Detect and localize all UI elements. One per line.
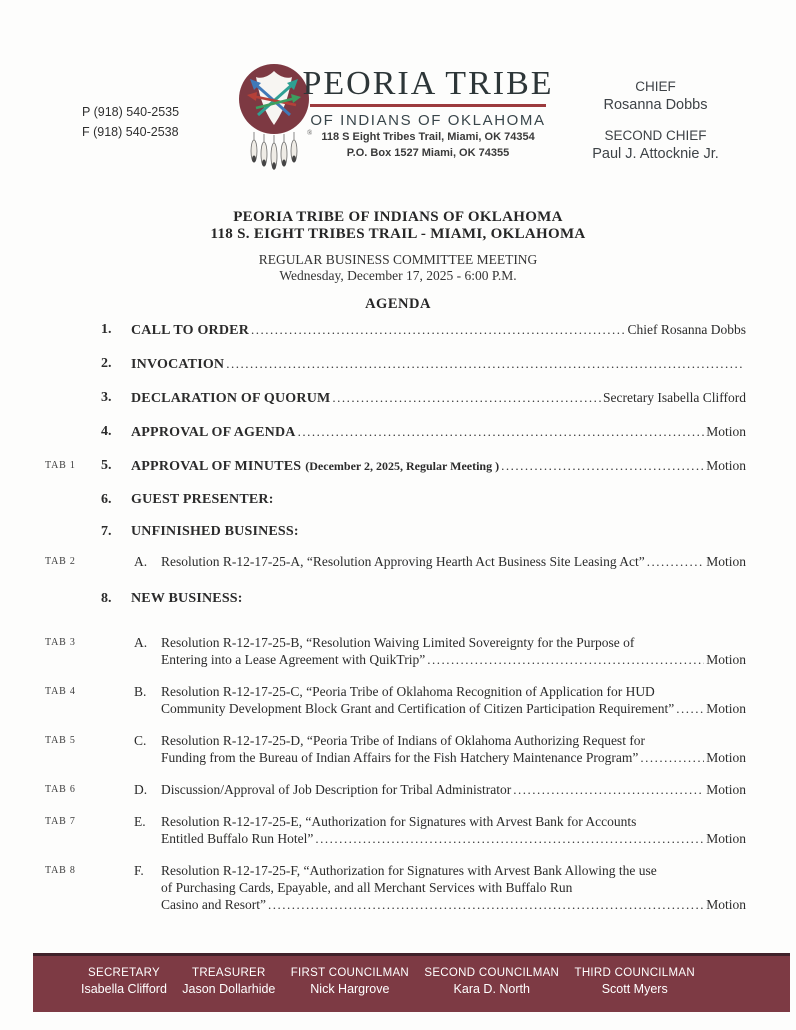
subitem-text: Resolution R-12-17-25-A, “Resolution Approving Hearth Act Business Site Leasing Act” — [161, 554, 645, 569]
item-number: 7. — [101, 524, 112, 539]
subitem-text: Discussion/Approval of Job Description for Tribal Administrator — [161, 782, 512, 797]
org-name-line: PEORIA TRIBE OF INDIANS OF OKLAHOMA — [233, 209, 563, 225]
official-name: Scott Myers — [601, 981, 668, 996]
dot-leader — [427, 651, 704, 668]
footer-official-second-councilman — [424, 966, 559, 1012]
item-assignee: Chief Rosanna Dobbs — [627, 322, 746, 337]
title-block — [0, 209, 796, 313]
subitem-text: Resolution R-12-17-25-D, “Peoria Tribe of Indians of Oklahoma Authorizing Request for — [161, 733, 646, 748]
tab-label-2: TAB 2 — [45, 556, 76, 567]
item-number: 4. — [101, 424, 112, 439]
subitem-letter: D. — [134, 782, 148, 797]
tab-label-7: TAB 7 — [45, 816, 76, 827]
logo-rule — [310, 104, 546, 107]
chief-entry — [583, 78, 728, 114]
footer-official-third-councilman — [575, 966, 695, 1012]
dot-leader — [315, 830, 704, 847]
subitem-letter: E. — [134, 814, 146, 829]
dot-leader — [513, 781, 704, 798]
subitem-letter: B. — [134, 684, 147, 699]
agenda-subitem-8c — [45, 732, 746, 766]
official-role: FIRST COUNCILMAN — [290, 967, 410, 979]
item-assignee: Motion — [706, 424, 746, 439]
dot-leader — [501, 456, 704, 475]
second-chief-title: SECOND CHIEF — [604, 128, 707, 144]
agenda-subitem-8e — [45, 813, 746, 847]
official-role: THIRD COUNCILMAN — [574, 967, 695, 979]
tab-label-4: TAB 4 — [45, 686, 76, 697]
agenda-subitem-7a — [45, 553, 746, 570]
second-chief-name: Paul J. Attocknie Jr. — [592, 145, 719, 162]
logo-title: PEORIA TRIBE — [302, 65, 554, 102]
dot-leader — [268, 896, 704, 913]
address-line-1: 118 S Eight Tribes Trail, Miami, OK 74354 — [321, 130, 535, 143]
item-title: APPROVAL OF AGENDA — [131, 425, 296, 440]
subitem-action: Motion — [706, 750, 746, 765]
official-role: SECOND COUNCILMAN — [424, 967, 560, 979]
footer-officials-bar — [33, 953, 790, 1012]
dot-leader — [332, 388, 601, 407]
dot-leader — [298, 422, 705, 441]
item-title: DECLARATION OF QUORUM — [131, 391, 331, 406]
phone-number: P (918) 540-2535 — [82, 105, 180, 119]
subitem-text: Community Development Block Grant and Certification of Citizen Participation Requirement” — [161, 701, 675, 716]
item-assignee: Secretary Isabella Clifford — [603, 390, 746, 405]
official-name: Jason Dollarhide — [182, 981, 276, 996]
dot-leader — [647, 553, 705, 570]
tab-label-5: TAB 5 — [45, 735, 76, 746]
item-number: 3. — [101, 390, 112, 405]
tab-label-8: TAB 8 — [45, 865, 76, 876]
meeting-type: REGULAR BUSINESS COMMITTEE MEETING — [258, 252, 538, 267]
agenda-item-6 — [45, 490, 746, 509]
item-title: APPROVAL OF MINUTES — [131, 459, 302, 474]
item-number: 2. — [101, 356, 112, 371]
item-title: CALL TO ORDER — [131, 323, 250, 338]
official-name: Isabella Clifford — [81, 981, 167, 996]
tab-label-3: TAB 3 — [45, 637, 76, 648]
item-number: 1. — [101, 322, 112, 337]
logo-subtitle: OF INDIANS OF OKLAHOMA — [310, 111, 546, 129]
subitem-text: Entitled Buffalo Run Hotel” — [161, 831, 314, 846]
org-address-line: 118 S. EIGHT TRIBES TRAIL - MIAMI, OKLAHOMA — [210, 226, 586, 242]
agenda-item-1 — [45, 320, 746, 340]
subitem-action: Motion — [706, 652, 746, 667]
subitem-text: of Purchasing Cards, Epayable, and all Merchant Services with Buffalo Run — [161, 880, 573, 895]
agenda-item-8 — [45, 589, 746, 608]
subitem-action: Motion — [706, 897, 746, 912]
item-assignee: Motion — [706, 458, 746, 473]
subitem-action: Motion — [706, 701, 746, 716]
agenda-item-5 — [45, 456, 746, 476]
footer-official-first-councilman — [291, 966, 409, 1012]
agenda-list — [45, 320, 746, 913]
subitem-letter: A. — [134, 635, 148, 650]
subitem-text: Resolution R-12-17-25-F, “Authorization for Signatures with Arvest Bank Allowing the use — [161, 863, 657, 878]
item-title: UNFINISHED BUSINESS: — [131, 524, 299, 539]
agenda-item-4 — [45, 422, 746, 442]
agenda-subitem-8b — [45, 683, 746, 717]
agenda-subitem-8f — [45, 862, 746, 913]
official-role: TREASURER — [192, 967, 266, 979]
item-note: (December 2, 2025, Regular Meeting ) — [305, 459, 500, 473]
official-name: Nick Hargrove — [310, 981, 390, 996]
subitem-action: Motion — [706, 831, 746, 846]
agenda-subitem-8a — [45, 634, 746, 668]
item-number: 6. — [101, 492, 112, 507]
dot-leader — [640, 749, 704, 766]
agenda-subitem-8d — [45, 781, 746, 798]
footer-official-treasurer — [182, 966, 275, 1012]
chief-title: CHIEF — [635, 79, 676, 94]
logo-wordmark-block — [302, 65, 554, 161]
subitem-letter: F. — [134, 863, 144, 878]
subitem-text: Casino and Resort” — [161, 897, 266, 912]
subitem-text: Resolution R-12-17-25-C, “Peoria Tribe of Oklahoma Recognition of Application for HUD — [161, 684, 655, 699]
official-role: SECRETARY — [88, 967, 160, 979]
tab-label-6: TAB 6 — [45, 784, 76, 795]
item-title: GUEST PRESENTER: — [131, 492, 274, 507]
tab-label-1: TAB 1 — [45, 460, 76, 471]
contact-block — [82, 102, 179, 142]
meeting-datetime: Wednesday, December 17, 2025 - 6:00 P.M. — [279, 268, 517, 283]
item-number: 8. — [101, 591, 112, 606]
registered-mark: ® — [307, 129, 313, 137]
fax-number: F (918) 540-2538 — [82, 125, 179, 139]
agenda-item-3 — [45, 388, 746, 408]
chief-officials-block — [583, 78, 728, 177]
dot-leader — [251, 320, 625, 339]
item-title: NEW BUSINESS: — [131, 591, 243, 606]
subitem-text: Funding from the Bureau of Indian Affairs for the Fish Hatchery Maintenance Program” — [161, 750, 639, 765]
official-name: Kara D. North — [453, 981, 530, 996]
dot-leader — [676, 700, 704, 717]
subitem-letter: A. — [134, 554, 148, 569]
item-title: INVOCATION — [131, 357, 225, 372]
chief-name: Rosanna Dobbs — [603, 96, 708, 113]
agenda-item-7 — [45, 522, 746, 541]
subitem-action: Motion — [706, 782, 746, 797]
subitem-letter: C. — [134, 733, 147, 748]
subitem-text: Entering into a Lease Agreement with QuikTrip” — [161, 652, 426, 667]
item-number: 5. — [101, 458, 112, 473]
subitem-text: Resolution R-12-17-25-B, “Resolution Waiving Limited Sovereignty for the Purpose of — [161, 635, 635, 650]
dot-leader — [226, 354, 744, 373]
agenda-item-2 — [45, 354, 746, 374]
second-chief-entry — [583, 127, 728, 163]
address-line-2: P.O. Box 1527 Miami, OK 74355 — [346, 147, 510, 160]
subitem-text: Resolution R-12-17-25-E, “Authorization for Signatures with Arvest Bank for Accounts — [161, 814, 637, 829]
agenda-heading: AGENDA — [365, 296, 431, 312]
subitem-action: Motion — [706, 554, 746, 569]
footer-official-secretary — [81, 966, 167, 1012]
